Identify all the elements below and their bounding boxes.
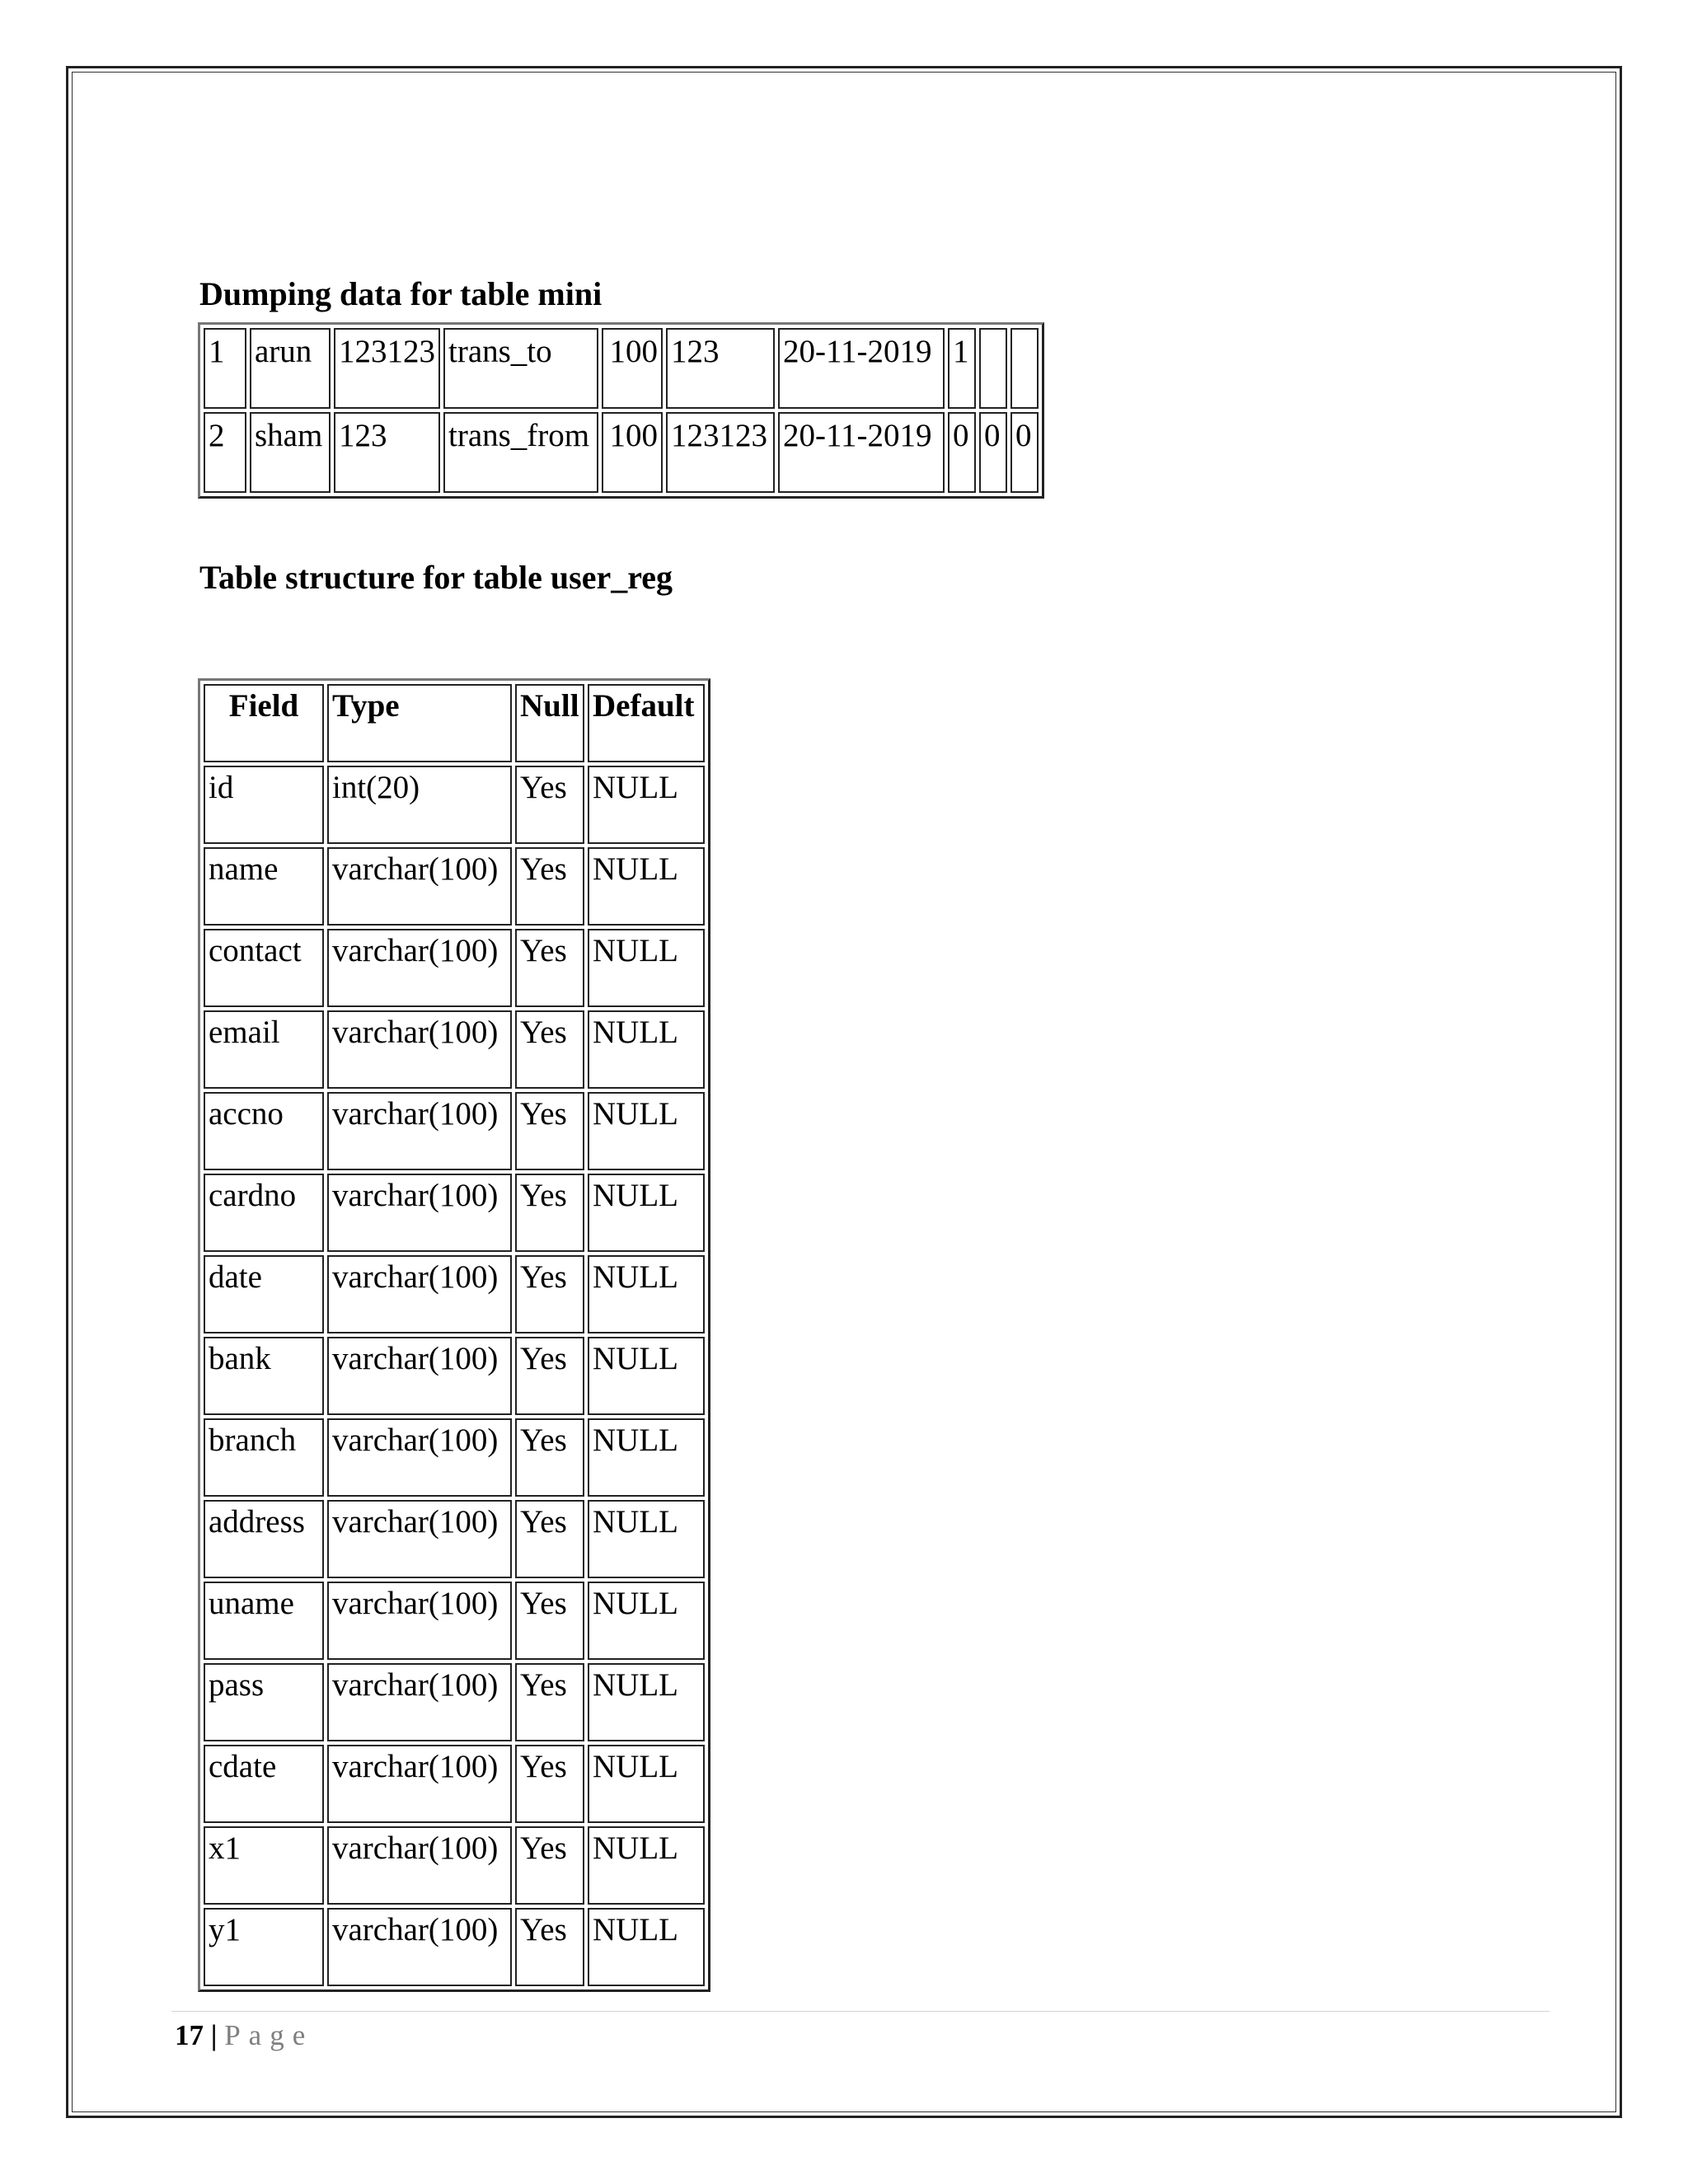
table-cell: 2 [204,412,246,493]
table-cell: NULL [588,1418,705,1497]
table-cell: 1 [948,328,976,409]
table-cell: Yes [515,929,584,1007]
table-cell [1010,328,1039,409]
table-row [204,1826,705,1905]
table-cell: Yes [515,766,584,844]
table-cell: 123123 [666,412,775,493]
table-cell: name [204,847,324,926]
table-cell: accno [204,1092,324,1170]
table-cell: NULL [588,766,705,844]
table-cell: 100 [602,328,663,409]
table-cell: 20-11-2019 [778,412,945,493]
table-cell: Yes [515,1418,584,1497]
table-cell: Yes [515,1500,584,1578]
table-cell: Yes [515,1663,584,1741]
table-row [204,1908,705,1986]
table-cell: 1 [204,328,246,409]
table-cell: varchar(100) [327,1582,512,1660]
table-cell: varchar(100) [327,1337,512,1415]
table-cell: trans_to [443,328,598,409]
table-cell: NULL [588,929,705,1007]
table-cell: NULL [588,1337,705,1415]
table-cell: Yes [515,1174,584,1252]
page-label: Page [224,2019,314,2051]
table-cell: varchar(100) [327,1908,512,1986]
table-cell: Yes [515,847,584,926]
table-row [204,328,1039,409]
table-cell: int(20) [327,766,512,844]
table-cell: varchar(100) [327,929,512,1007]
column-header-default: Default [588,684,705,762]
column-header-null: Null [515,684,584,762]
table-cell: 123 [334,412,440,493]
table-cell: Yes [515,1582,584,1660]
table-cell: Yes [515,1908,584,1986]
table-row [204,1174,705,1252]
table-cell: NULL [588,1826,705,1905]
table-cell: sham [250,412,331,493]
table-cell: 0 [979,412,1007,493]
table-row [204,412,1039,493]
user-reg-structure-table [198,678,710,1992]
table-cell: y1 [204,1908,324,1986]
column-header-field: Field [204,684,324,762]
table-cell: varchar(100) [327,1826,512,1905]
mini-data-table [198,322,1044,499]
table-cell: varchar(100) [327,847,512,926]
page-footer [175,2019,313,2052]
table-cell: NULL [588,1582,705,1660]
table-cell: varchar(100) [327,1418,512,1497]
table-cell: varchar(100) [327,1174,512,1252]
table-cell: cardno [204,1174,324,1252]
footer-divider [171,2011,1550,2012]
table-cell [979,328,1007,409]
table-row [204,1500,705,1578]
table-cell: 20-11-2019 [778,328,945,409]
table-cell: Yes [515,1092,584,1170]
table-cell: Yes [515,1826,584,1905]
table-cell: 0 [1010,412,1039,493]
table-row [204,1010,705,1089]
table-cell: NULL [588,1174,705,1252]
table-cell: NULL [588,1500,705,1578]
table-row [204,847,705,926]
table-cell: x1 [204,1826,324,1905]
table-cell: Yes [515,1745,584,1823]
table-cell: Yes [515,1255,584,1333]
table-cell: email [204,1010,324,1089]
table-cell: NULL [588,1745,705,1823]
table-cell: 123 [666,328,775,409]
table-cell: branch [204,1418,324,1497]
table-cell: varchar(100) [327,1092,512,1170]
page-number: 17 [175,2019,204,2051]
table-cell: NULL [588,1908,705,1986]
table-cell: 100 [602,412,663,493]
table-cell: contact [204,929,324,1007]
table-cell: varchar(100) [327,1010,512,1089]
table-row [204,1255,705,1333]
column-header-type: Type [327,684,512,762]
table-cell: uname [204,1582,324,1660]
table-row [204,1582,705,1660]
table-cell: NULL [588,847,705,926]
table-cell: pass [204,1663,324,1741]
table-cell: varchar(100) [327,1500,512,1578]
table-row [204,929,705,1007]
table-row [204,1337,705,1415]
table-header-row [204,684,705,762]
heading-table-structure-user-reg: Table structure for table user_reg [199,559,673,596]
table-cell: 0 [948,412,976,493]
table-cell: NULL [588,1092,705,1170]
table-cell: date [204,1255,324,1333]
table-cell: bank [204,1337,324,1415]
table-cell: address [204,1500,324,1578]
table-cell: cdate [204,1745,324,1823]
table-cell: NULL [588,1010,705,1089]
table-cell: varchar(100) [327,1663,512,1741]
table-row [204,1663,705,1741]
table-cell: 123123 [334,328,440,409]
table-cell: Yes [515,1337,584,1415]
table-cell: arun [250,328,331,409]
table-cell: varchar(100) [327,1255,512,1333]
table-row [204,1092,705,1170]
table-row [204,1745,705,1823]
table-cell: trans_from [443,412,598,493]
heading-dumping-data-mini: Dumping data for table mini [199,275,603,312]
table-row [204,1418,705,1497]
table-row [204,766,705,844]
table-cell: id [204,766,324,844]
table-cell: NULL [588,1255,705,1333]
table-cell: Yes [515,1010,584,1089]
table-cell: varchar(100) [327,1745,512,1823]
table-cell: NULL [588,1663,705,1741]
footer-separator: | [210,2019,218,2051]
